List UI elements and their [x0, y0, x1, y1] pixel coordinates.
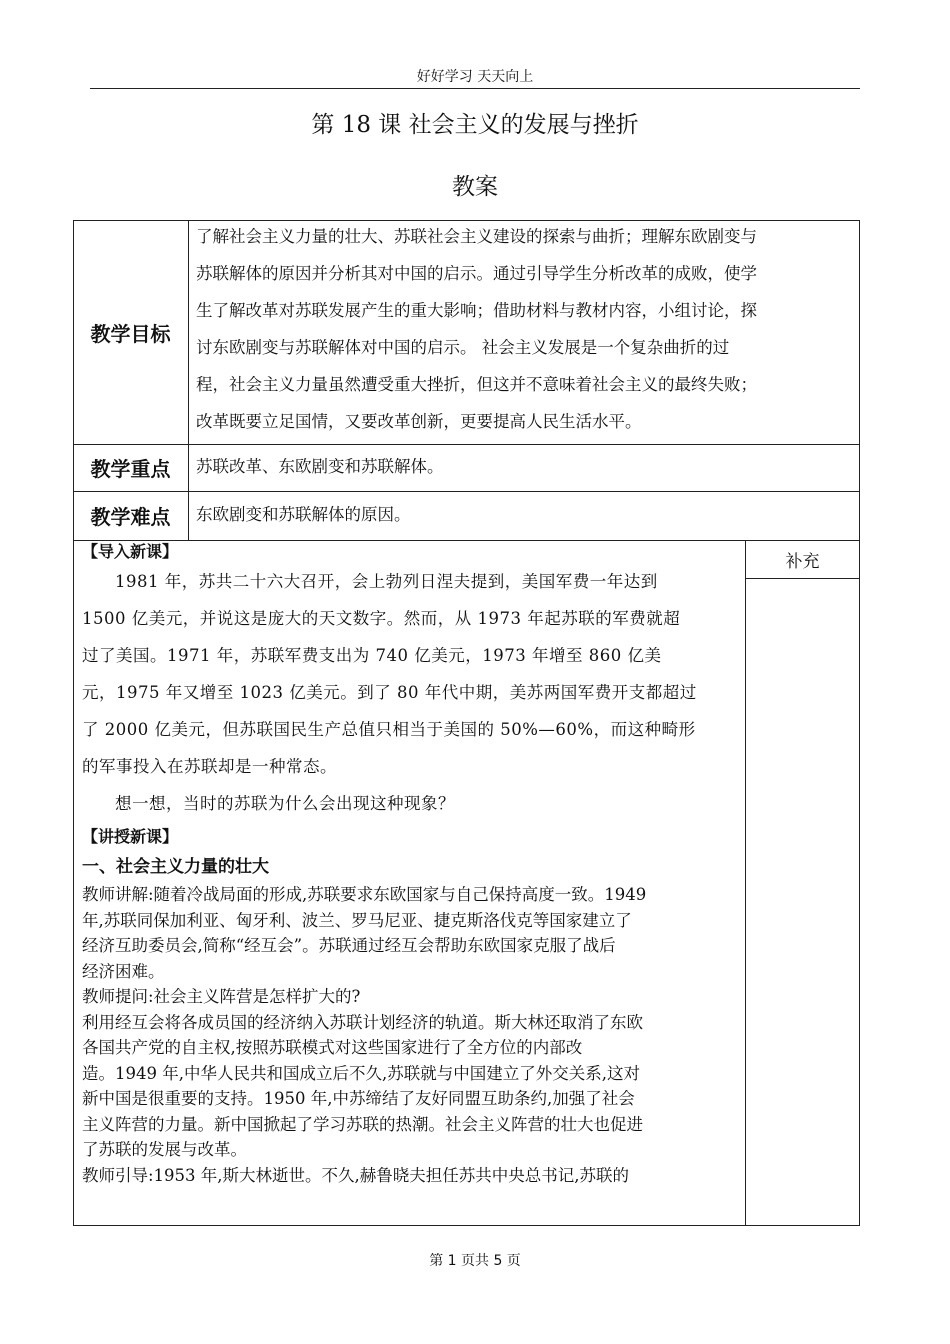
sidebar-divider — [745, 540, 746, 1226]
row-divider-goal — [73, 444, 860, 445]
body-line: 教师讲解:随着冷战局面的形成,苏联要求东欧国家与自己保持高度一致。1949 — [82, 885, 647, 904]
page-footer: 第 1 页共 5 页 — [429, 1253, 521, 1269]
intro-line: 的军事投入在苏联却是一种常态。 — [82, 757, 337, 776]
teaching-difficulty-label: 教学难点 — [90, 505, 171, 529]
section-heading: 一、社会主义力量的壮大 — [82, 857, 269, 877]
goal-line: 讨东欧剧变与苏联解体对中国的启示。 社会主义发展是一个复杂曲折的过 — [196, 338, 730, 357]
intro-line: 过了美国。1971 年，苏联军费支出为 740 亿美元，1973 年增至 860 亿美 — [82, 646, 662, 665]
lesson-title: 第 18 课 社会主义的发展与挫折 — [311, 112, 639, 138]
section-body — [82, 882, 737, 1188]
teaching-goal-label: 教学目标 — [90, 321, 171, 346]
teaching-key-text: 苏联改革、东欧剧变和苏联解体。 — [196, 457, 444, 476]
intro-question: 想一想，当时的苏联为什么会出现这种现象？ — [115, 794, 455, 813]
intro-line: 1500 亿美元，并说这是庞大的天文数字。然而，从 1973 年起苏联的军费就超 — [82, 609, 681, 628]
body-line: 新中国是很重要的支持。1950 年,中苏缔结了友好同盟互助条约,加强了社会 — [82, 1089, 635, 1108]
teaching-difficulty-text: 东欧剧变和苏联解体的原因。 — [196, 505, 411, 524]
body-line: 年,苏联同保加利亚、匈牙利、波兰、罗马尼亚、捷克斯洛伐克等国家建立了 — [82, 910, 632, 930]
body-line: 主义阵营的力量。新中国掀起了学习苏联的热潮。社会主义阵营的壮大也促进 — [82, 1114, 643, 1134]
body-line: 各国共产党的自主权,按照苏联模式对这些国家进行了全方位的内部改 — [82, 1038, 583, 1057]
body-line: 了苏联的发展与改革。 — [82, 1140, 247, 1159]
label-column-divider — [188, 220, 189, 540]
body-line: 经济困难。 — [82, 961, 165, 981]
intro-line: 了 2000 亿美元，但苏联国民生产总值只相当于美国的 50%—60%，而这种畸形 — [82, 720, 696, 739]
sidebar-header-rule — [745, 578, 860, 579]
body-line: 利用经互会将各成员国的经济纳入苏联计划经济的轨道。斯大林还取消了东欧 — [82, 1012, 643, 1032]
lesson-body — [82, 541, 737, 1188]
intro-heading: 【导入新课】 — [82, 542, 179, 561]
intro-line: 元，1975 年又增至 1023 亿美元。到了 80 年代中期，美苏两国军费开支都超过 — [82, 683, 697, 702]
body-line: 经济互助委员会,简称“经互会”。苏联通过经互会帮助东欧国家克服了战后 — [82, 936, 616, 955]
page-header: 好好学习 天天向上 — [416, 69, 534, 85]
supplement-column-title: 补充 — [785, 551, 820, 572]
body-line: 教师提问:社会主义阵营是怎样扩大的? — [82, 987, 361, 1006]
goal-line: 生了解改革对苏联发展产生的重大影响；借助材料与教材内容，小组讨论，探 — [196, 301, 757, 320]
teaching-goal-text — [196, 218, 852, 440]
goal-line: 苏联解体的原因并分析其对中国的启示。通过引导学生分析改革的成败，使学 — [196, 264, 757, 283]
intro-line: 1981 年，苏共二十六大召开，会上勃列日涅夫提到，美国军费一年达到 — [115, 572, 658, 591]
teaching-key-label: 教学重点 — [90, 457, 171, 481]
lesson-subtitle: 教案 — [452, 174, 498, 200]
row-divider-key — [73, 491, 860, 492]
body-line: 造。1949 年,中华人民共和国成立后不久,苏联就与中国建立了外交关系,这对 — [82, 1063, 640, 1083]
goal-line: 了解社会主义力量的壮大、苏联社会主义建设的探索与曲折；理解东欧剧变与 — [196, 227, 757, 246]
teach-heading: 【讲授新课】 — [82, 827, 179, 846]
goal-line: 程，社会主义力量虽然遭受重大挫折，但这并不意味着社会主义的最终失败； — [196, 375, 757, 394]
body-line: 教师引导:1953 年,斯大林逝世。不久,赫鲁晓夫担任苏共中央总书记,苏联的 — [82, 1165, 630, 1185]
header-rule — [90, 88, 860, 89]
intro-paragraph — [82, 563, 737, 822]
goal-line: 改革既要立足国情，又要改革创新，更要提高人民生活水平。 — [196, 412, 642, 431]
